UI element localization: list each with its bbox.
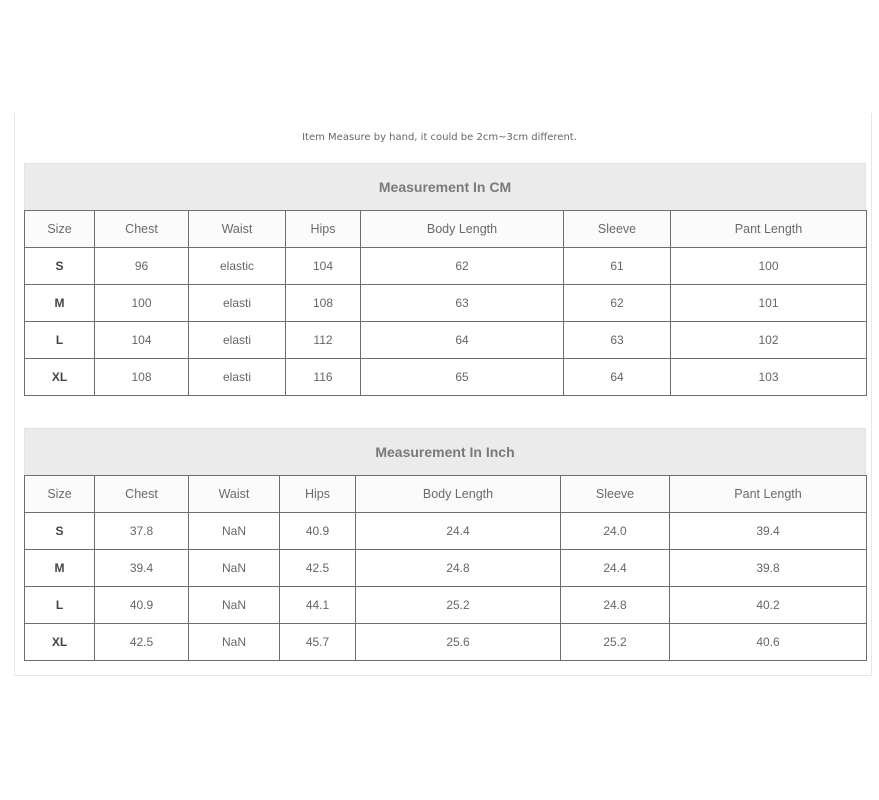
hips-cell: 42.5	[280, 550, 356, 587]
sleeve-cell: 25.2	[561, 624, 670, 661]
chest-cell: 37.8	[95, 513, 189, 550]
column-header-size: Size	[25, 476, 95, 513]
sleeve-cell: 61	[564, 248, 671, 285]
table-row	[25, 285, 867, 322]
table-row	[25, 513, 867, 550]
pant-length-cell: 39.8	[670, 550, 867, 587]
body-length-cell: 65	[361, 359, 564, 396]
body-length-cell: 24.8	[356, 550, 561, 587]
table-row	[25, 550, 867, 587]
pant-length-cell: 100	[671, 248, 867, 285]
body-length-cell: 64	[361, 322, 564, 359]
hips-cell: 108	[286, 285, 361, 322]
inch-table-title: Measurement In Inch	[24, 428, 866, 475]
column-header-body-length: Body Length	[356, 476, 561, 513]
table-row	[25, 624, 867, 661]
hips-cell: 112	[286, 322, 361, 359]
waist-cell: NaN	[189, 587, 280, 624]
pant-length-cell: 40.6	[670, 624, 867, 661]
cm-size-table-block	[24, 163, 866, 396]
column-header-pant-length: Pant Length	[670, 476, 867, 513]
body-length-cell: 24.4	[356, 513, 561, 550]
body-length-cell: 25.6	[356, 624, 561, 661]
chest-cell: 108	[95, 359, 189, 396]
waist-cell: NaN	[189, 624, 280, 661]
column-header-body-length: Body Length	[361, 211, 564, 248]
size-cell: XL	[25, 359, 95, 396]
sleeve-cell: 63	[564, 322, 671, 359]
column-header-size: Size	[25, 211, 95, 248]
column-header-waist: Waist	[189, 476, 280, 513]
sleeve-cell: 24.0	[561, 513, 670, 550]
sleeve-cell: 24.8	[561, 587, 670, 624]
table-row	[25, 322, 867, 359]
waist-cell: elasti	[189, 285, 286, 322]
cm-size-table	[24, 210, 867, 396]
size-cell: L	[25, 587, 95, 624]
body-length-cell: 63	[361, 285, 564, 322]
column-header-chest: Chest	[95, 476, 189, 513]
column-header-chest: Chest	[95, 211, 189, 248]
column-header-pant-length: Pant Length	[671, 211, 867, 248]
pant-length-cell: 39.4	[670, 513, 867, 550]
size-cell: XL	[25, 624, 95, 661]
table-row	[25, 587, 867, 624]
chest-cell: 40.9	[95, 587, 189, 624]
table-header-row	[25, 211, 867, 248]
body-length-cell: 62	[361, 248, 564, 285]
hips-cell: 44.1	[280, 587, 356, 624]
size-cell: S	[25, 248, 95, 285]
chest-cell: 100	[95, 285, 189, 322]
pant-length-cell: 102	[671, 322, 867, 359]
table-header-row	[25, 476, 867, 513]
table-row	[25, 248, 867, 285]
hips-cell: 104	[286, 248, 361, 285]
pant-length-cell: 103	[671, 359, 867, 396]
pant-length-cell: 40.2	[670, 587, 867, 624]
column-header-waist: Waist	[189, 211, 286, 248]
size-cell: M	[25, 285, 95, 322]
size-cell: M	[25, 550, 95, 587]
chest-cell: 104	[95, 322, 189, 359]
column-header-sleeve: Sleeve	[564, 211, 671, 248]
waist-cell: elastic	[189, 248, 286, 285]
pant-length-cell: 101	[671, 285, 867, 322]
waist-cell: elasti	[189, 322, 286, 359]
measurement-note: Item Measure by hand, it could be 2cm~3cm different.	[302, 132, 577, 143]
waist-cell: elasti	[189, 359, 286, 396]
column-header-hips: Hips	[280, 476, 356, 513]
table-row	[25, 359, 867, 396]
column-header-sleeve: Sleeve	[561, 476, 670, 513]
inch-size-table-block	[24, 428, 866, 661]
waist-cell: NaN	[189, 550, 280, 587]
hips-cell: 116	[286, 359, 361, 396]
body-length-cell: 25.2	[356, 587, 561, 624]
hips-cell: 45.7	[280, 624, 356, 661]
chest-cell: 39.4	[95, 550, 189, 587]
size-cell: L	[25, 322, 95, 359]
chest-cell: 42.5	[95, 624, 189, 661]
waist-cell: NaN	[189, 513, 280, 550]
sleeve-cell: 64	[564, 359, 671, 396]
sleeve-cell: 24.4	[561, 550, 670, 587]
size-cell: S	[25, 513, 95, 550]
hips-cell: 40.9	[280, 513, 356, 550]
cm-table-title: Measurement In CM	[24, 163, 866, 210]
column-header-hips: Hips	[286, 211, 361, 248]
chest-cell: 96	[95, 248, 189, 285]
sleeve-cell: 62	[564, 285, 671, 322]
inch-size-table	[24, 475, 867, 661]
